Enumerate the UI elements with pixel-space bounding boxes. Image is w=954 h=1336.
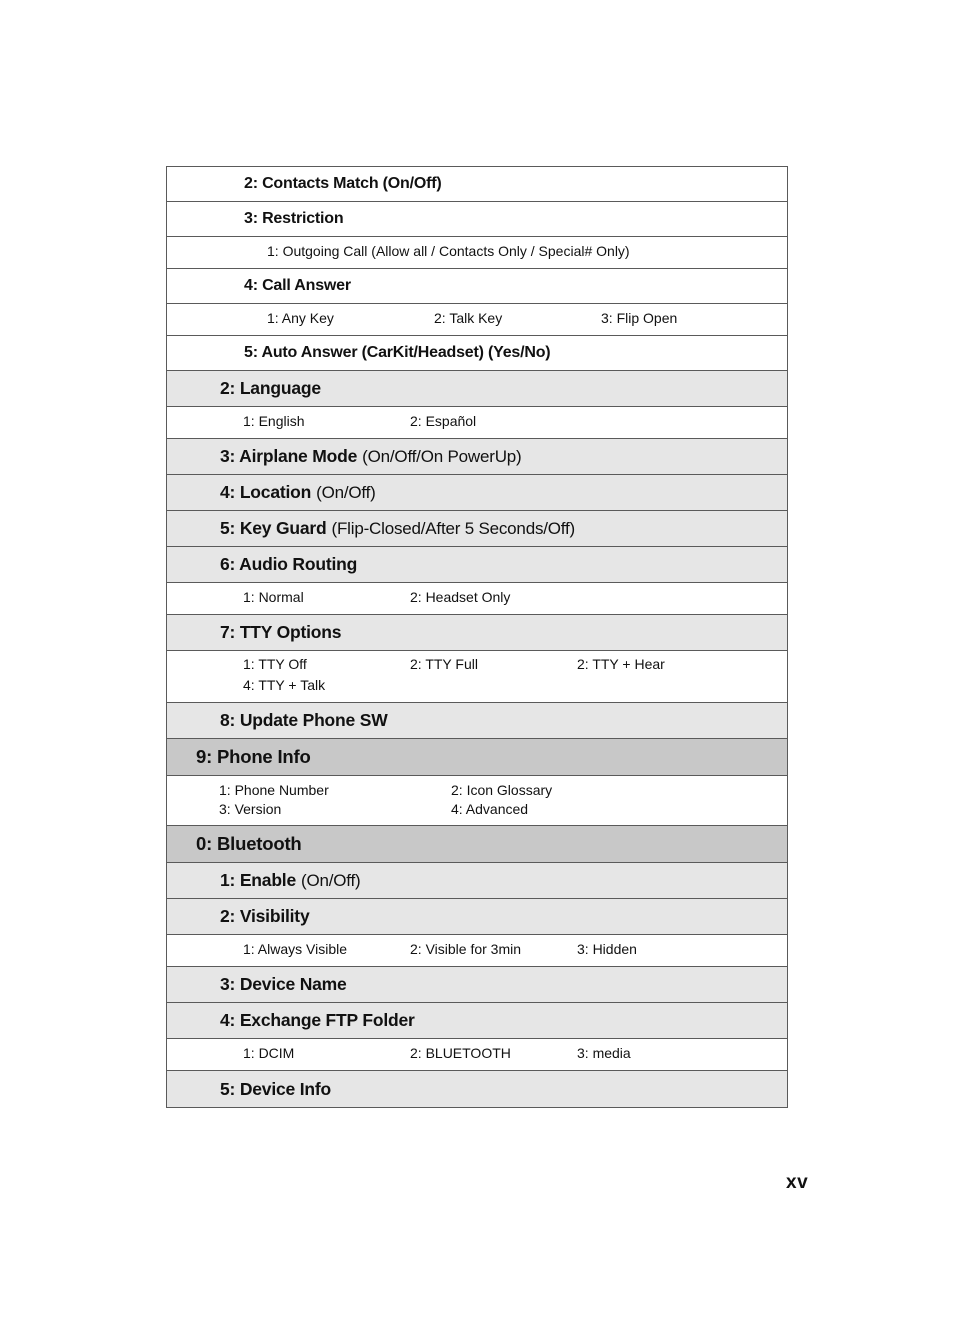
- menu-item-title: [167, 870, 361, 891]
- menu-item-options: (On/Off): [316, 483, 376, 502]
- option-tty-full: 2: TTY Full: [410, 656, 478, 672]
- menu-item-options: (Flip-Closed/After 5 Seconds/Off): [331, 519, 575, 538]
- menu-item-title: 5: Device Info: [220, 1078, 331, 1099]
- option-tty-hear: 2: TTY + Hear: [577, 656, 665, 672]
- menu-item-label: 5: Key Guard: [220, 518, 327, 538]
- options-row-visibility: [167, 935, 787, 967]
- menu-row-language: [167, 371, 787, 407]
- option-dcim: 1: DCIM: [243, 1045, 295, 1061]
- option-flip-open: 3: Flip Open: [601, 310, 678, 326]
- options-row-phone-info: [167, 776, 787, 826]
- menu-row-restriction: [167, 202, 787, 237]
- options-row-restriction: [167, 237, 787, 269]
- menu-row-location: [167, 475, 787, 511]
- menu-row-airplane-mode: [167, 439, 787, 475]
- menu-item-title: [167, 446, 521, 467]
- option-bluetooth-folder: 2: BLUETOOTH: [410, 1045, 511, 1061]
- option-espanol: 2: Español: [410, 413, 477, 429]
- menu-row-update-phone-sw: [167, 703, 787, 739]
- menu-item-title: 2: Visibility: [220, 906, 310, 926]
- menu-row-enable: [167, 863, 787, 899]
- menu-item-title: 4: Exchange FTP Folder: [220, 1010, 415, 1030]
- menu-row-phone-info: [167, 739, 787, 776]
- menu-item-title: 6: Audio Routing: [220, 554, 358, 574]
- menu-row-auto-answer: [167, 336, 787, 371]
- option-icon-glossary: 2: Icon Glossary: [451, 782, 553, 798]
- menu-item-title: 3: Device Name: [220, 974, 347, 994]
- option-talk-key: 2: Talk Key: [434, 310, 503, 326]
- options-row-call-answer: [167, 304, 787, 336]
- menu-row-visibility: [167, 899, 787, 935]
- menu-item-title: 2: Contacts Match (On/Off): [244, 175, 442, 192]
- options-row-audio-routing: [167, 583, 787, 615]
- menu-row-call-answer: [167, 269, 787, 304]
- options-row-language: [167, 407, 787, 439]
- options-row-tty: [167, 651, 787, 703]
- menu-item-title: 2: Language: [220, 378, 321, 398]
- menu-row-audio-routing: [167, 547, 787, 583]
- option-always-visible: 1: Always Visible: [243, 941, 348, 957]
- menu-item-title: 3: Restriction: [244, 210, 344, 227]
- menu-item-title: 8: Update Phone SW: [220, 710, 388, 730]
- option-advanced: 4: Advanced: [451, 801, 529, 817]
- menu-item-options: (On/Off): [301, 871, 361, 890]
- menu-row-device-name: [167, 967, 787, 1003]
- menu-item-title: [167, 518, 575, 539]
- menu-item-label: 4: Location: [220, 482, 312, 502]
- menu-row-key-guard: [167, 511, 787, 547]
- menu-item-options: (On/Off/On PowerUp): [362, 447, 522, 466]
- menu-structure-table: [166, 166, 788, 1108]
- option-english: 1: English: [243, 413, 305, 429]
- menu-item-title: 4: Call Answer: [244, 277, 351, 294]
- option-hidden: 3: Hidden: [577, 941, 637, 957]
- menu-row-tty-options: [167, 615, 787, 651]
- option-tty-talk: 4: TTY + Talk: [243, 677, 326, 693]
- menu-row-exchange-ftp: [167, 1003, 787, 1039]
- menu-item-title: 0: Bluetooth: [196, 833, 302, 854]
- option-headset-only: 2: Headset Only: [410, 589, 511, 605]
- options-row-exchange-ftp: [167, 1039, 787, 1071]
- option-media: 3: media: [577, 1045, 631, 1061]
- menu-item-label: 1: Enable: [220, 870, 297, 890]
- menu-item-title: 5: Auto Answer (CarKit/Headset) (Yes/No): [244, 344, 551, 361]
- option-normal: 1: Normal: [243, 589, 304, 605]
- menu-item-label: 3: Airplane Mode: [220, 446, 358, 466]
- option-visible-3min: 2: Visible for 3min: [410, 941, 522, 957]
- menu-item-title: 7: TTY Options: [220, 622, 342, 642]
- option-tty-off: 1: TTY Off: [243, 656, 307, 672]
- option-version: 3: Version: [219, 801, 282, 817]
- option-any-key: 1: Any Key: [267, 310, 334, 326]
- menu-row-device-info: [167, 1071, 787, 1107]
- menu-item-title: 9: Phone Info: [196, 746, 311, 767]
- menu-row-contacts-match: [167, 167, 787, 202]
- menu-row-bluetooth: [167, 826, 787, 863]
- page-number: xv: [786, 1172, 809, 1193]
- option-outgoing-call: 1: Outgoing Call (Allow all / Contacts Only / Special# Only): [267, 243, 630, 259]
- option-phone-number: 1: Phone Number: [219, 782, 329, 798]
- menu-item-title: [167, 482, 376, 503]
